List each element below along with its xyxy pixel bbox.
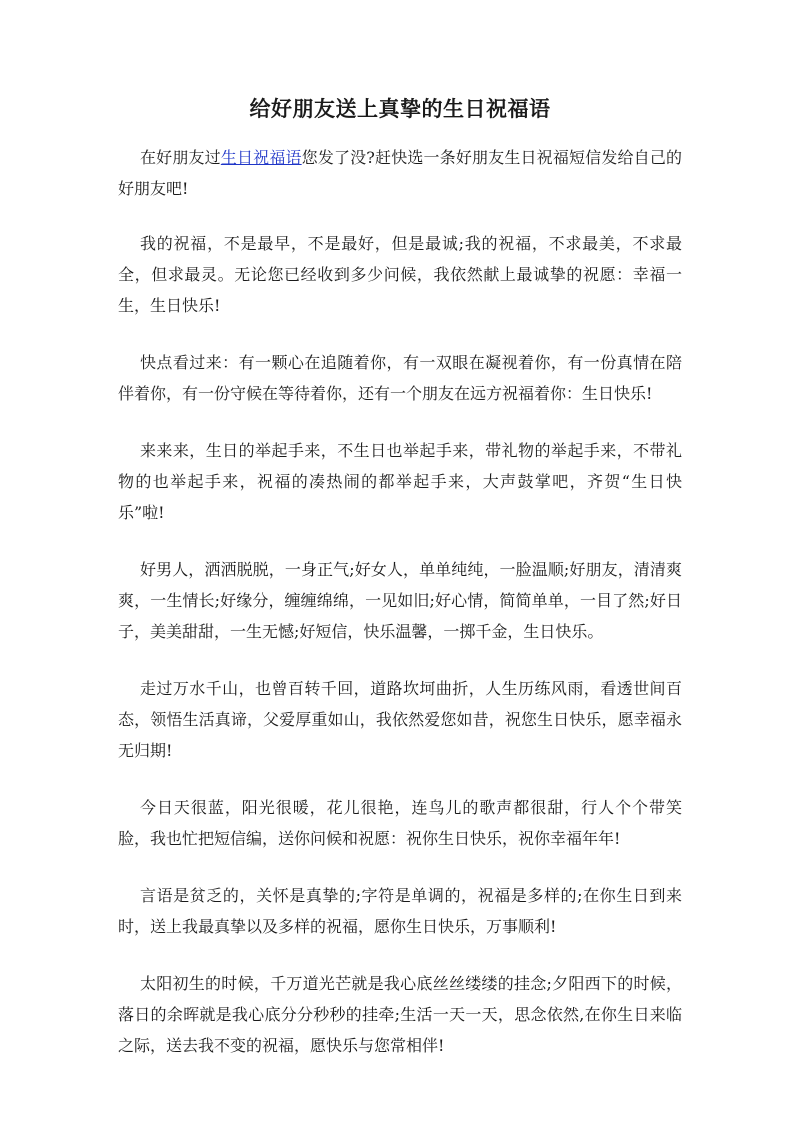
intro-paragraph (118, 142, 682, 204)
birthday-wishes-link[interactable]: 生日祝福语 (220, 148, 302, 167)
paragraph-2: 快点看过来：有一颗心在追随着你，有一双眼在凝视着你，有一份真情在陪伴着你，有一份守候在等待着你，还有一个朋友在远方祝福着你：生日快乐! (118, 353, 682, 403)
document-title: 给好朋友送上真挚的生日祝福语 (249, 96, 551, 121)
paragraph-5: 走过万水千山，也曾百转千回，道路坎坷曲折，人生历练风雨，看透世间百态，领悟生活真谛，父爱厚重如山，我依然爱您如昔，祝您生日快乐，愿幸福永无归期! (118, 679, 682, 760)
intro-text-before: 在好朋友过 (140, 148, 221, 167)
paragraph-8: 太阳初生的时候，千万道光芒就是我心底丝丝缕缕的挂念;夕阳西下的时候，落日的余晖就是我心底分分秒秒的挂牵;生活一天一天，思念依然,在你生日来临之际，送去我不变的祝福，愿快乐与您常相伴! (118, 974, 682, 1055)
paragraph-6: 今日天很蓝，阳光很暖，花儿很艳，连鸟儿的歌声都很甜，行人个个带笑脸，我也忙把短信编，送你问候和祝愿：祝你生日快乐，祝你幸福年年! (118, 798, 682, 848)
paragraph-7: 言语是贫乏的，关怀是真挚的;字符是单调的，祝福是多样的;在你生日到来时，送上我最真挚以及多样的祝福，愿你生日快乐，万事顺利! (118, 886, 682, 936)
paragraph-1: 我的祝福，不是最早，不是最好，但是最诚;我的祝福，不求最美，不求最全，但求最灵。无论您已经收到多少问候，我依然献上最诚挚的祝愿：幸福一生，生日快乐! (118, 234, 682, 315)
intro-text-after: 您发了没?赶快选一条好朋友生日祝福短信发给自己的好朋友吧! (118, 148, 682, 198)
paragraph-3: 来来来，生日的举起手来，不生日也举起手来，带礼物的举起手来，不带礼物的也举起手来，祝福的凑热闹的都举起手来，大声鼓掌吧，齐贺“生日快乐”啦! (118, 441, 682, 522)
paragraph-4: 好男人，洒洒脱脱，一身正气;好女人，单单纯纯，一脸温顺;好朋友，清清爽爽，一生情长;好缘分，缠缠绵绵，一见如旧;好心情，简简单单，一目了然;好日子，美美甜甜，一生无憾;好短信，快乐温馨，一掷千金，生日快乐。 (118, 560, 682, 641)
